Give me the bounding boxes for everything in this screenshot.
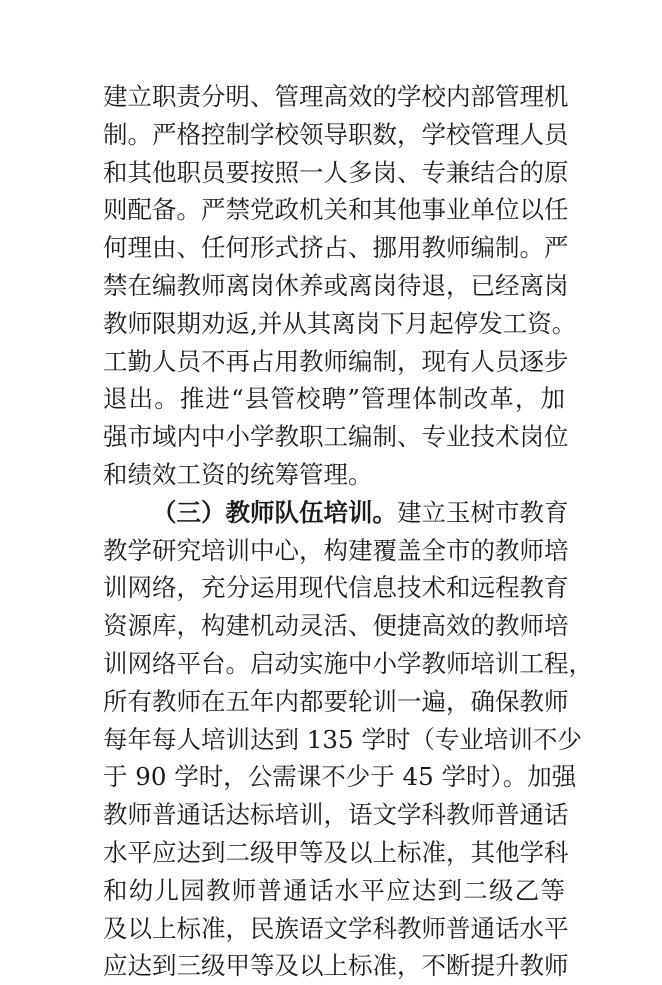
text-line: 何理由、任何形式挤占、挪用教师编制。严 xyxy=(103,233,569,263)
text-line: 禁在编教师离岗休养或离岗待退，已经离岗 xyxy=(103,270,569,300)
text-line: 所有教师在五年内都要轮训一遍，确保教师 xyxy=(103,686,569,716)
text-line: 退出。推进“县管校聘”管理体制改革，加 xyxy=(103,384,565,414)
text-line: 每年每人培训达到 135 学时（专业培训不少 xyxy=(103,724,582,754)
text-line: 和幼儿园教师普通话水平应达到二级乙等 xyxy=(103,875,565,905)
section-heading-continuation: 建立玉树市教育 xyxy=(397,497,569,527)
text-line: 教师限期劝返,并从其离岗下月起停发工资。 xyxy=(103,308,577,338)
text-line: 教学研究培训中心，构建覆盖全市的教师培 xyxy=(103,535,569,565)
text-line: 工勤人员不再占用教师编制，现有人员逐步 xyxy=(103,346,569,376)
text-line: 强市域内中小学教职工编制、专业技术岗位 xyxy=(103,422,569,452)
text-line: 资源库，构建机动灵活、便捷高效的教师培 xyxy=(103,611,569,641)
section-heading-line xyxy=(103,494,569,532)
text-line: 则配备。严禁党政机关和其他事业单位以任 xyxy=(103,195,569,225)
text-line: 于 90 学时，公需课不少于 45 学时）。加强 xyxy=(103,762,577,792)
text-line: 及以上标准，民族语文学科教师普通话水平 xyxy=(103,913,569,943)
text-line: 应达到三级甲等及以上标准，不断提升教师 xyxy=(103,951,569,981)
section-heading: （三）教师队伍培训。 xyxy=(152,497,397,527)
body-text xyxy=(103,78,593,985)
text-line: 制。严格控制学校领导职数，学校管理人员 xyxy=(103,119,569,149)
text-line: 和绩效工资的统筹管理。 xyxy=(103,459,373,489)
text-line: 建立职责分明、管理高效的学校内部管理机 xyxy=(103,82,569,111)
text-line: 训网络，充分运用现代信息技术和远程教育 xyxy=(103,573,569,603)
text-line: 水平应达到二级甲等及以上标准，其他学科 xyxy=(103,837,569,867)
text-line: 教师普通话达标培训，语文学科教师普通话 xyxy=(103,800,569,830)
text-line: 和其他职员要按照一人多岗、专兼结合的原 xyxy=(103,157,569,187)
text-line: 训网络平台。启动实施中小学教师培训工程， xyxy=(103,648,593,678)
